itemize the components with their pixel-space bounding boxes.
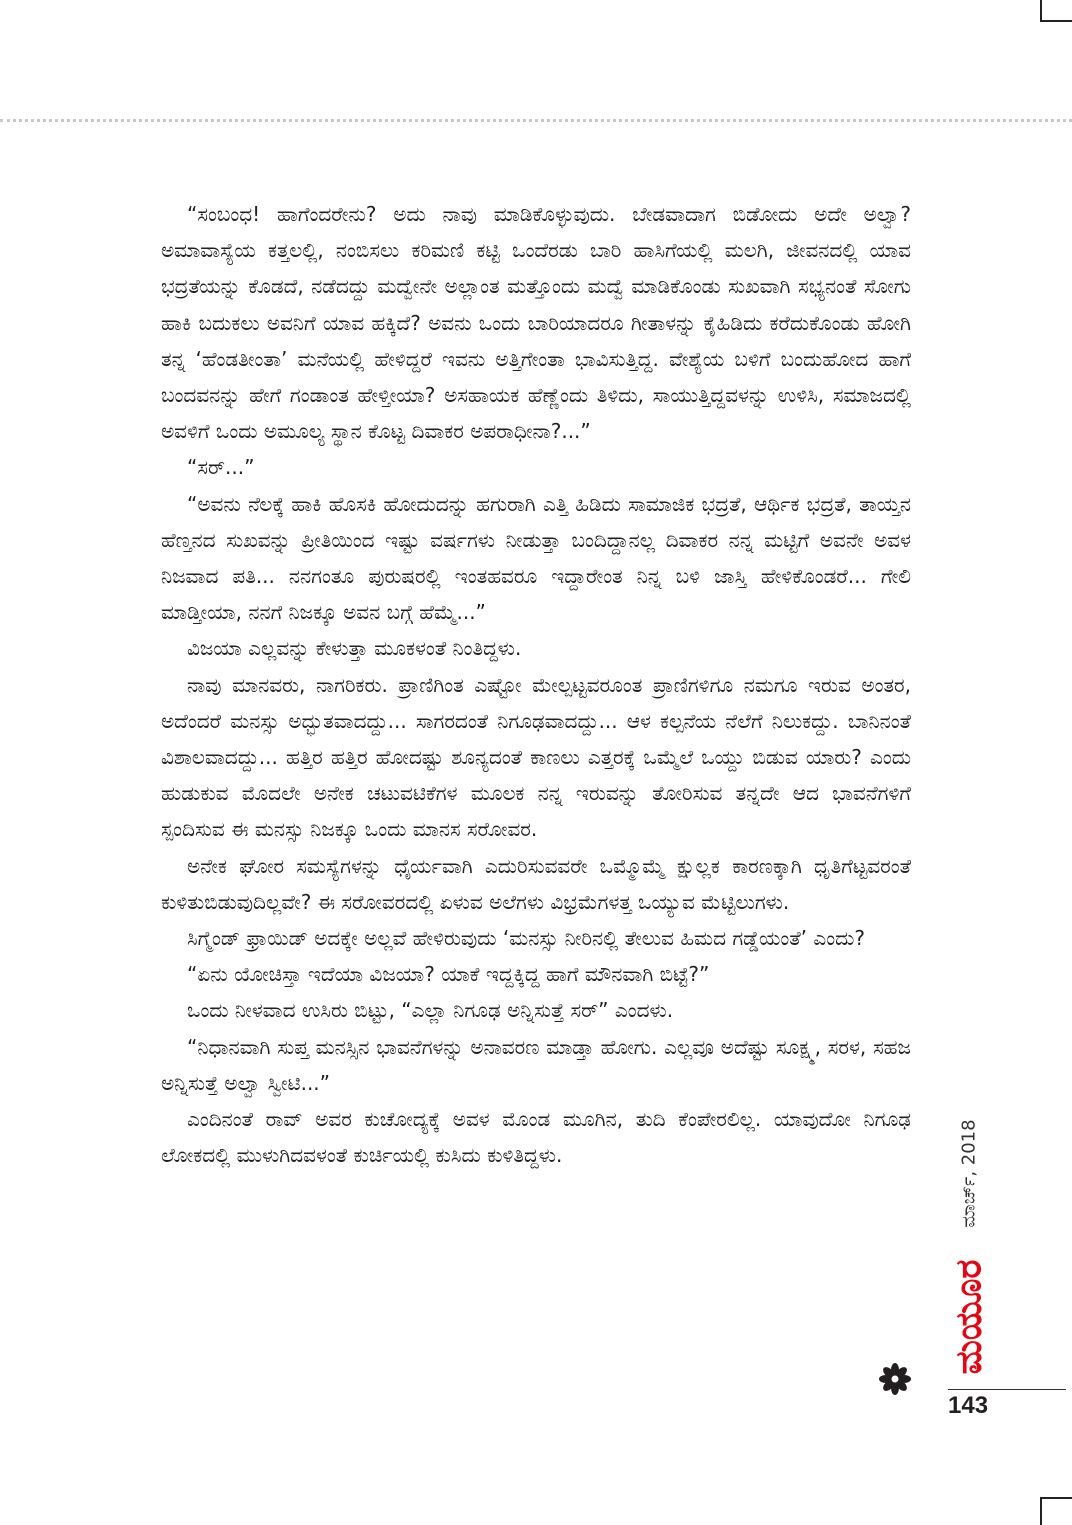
paragraph: “ಸಂಬಂಧ! ಹಾಗೆಂದರೇನು? ಅದು ನಾವು ಮಾಡಿಕೊಳ್ಳುವುದು. ಬೇಡವಾದಾಗ ಬಿಡೋದು ಅದೇ ಅಲ್ವಾ? ಅಮಾವಾಸ್ಯೆಯ ಕತ್ತಲಲ್ಲಿ, ನಂಬಿಸಲು ಕರಿಮಣಿ ಕಟ್ಟಿ ಒಂದೆರಡು ಬಾರಿ ಹಾಸಿಗೆಯಲ್ಲಿ ಮಲಗಿ, ಜೀವನದಲ್ಲಿ ಯಾವ ಭದ್ರತೆಯನ್ನು ಕೊಡದೆ, ನಡೆದದ್ದು ಮದ್ವೇನೇ ಅಲ್ಲಾಂತ ಮತ್ತೊಂದು ಮದ್ವೆ ಮಾಡಿಕೊಂಡು ಸುಖವಾಗಿ ಸಭ್ಯನಂತೆ ಸೋಗು ಹಾಕಿ ಬದುಕಲು ಅವನಿಗೆ ಯಾವ ಹಕ್ಕಿದೆ? ಅವನು ಒಂದು ಬಾರಿಯಾದರೂ ಗೀತಾಳನ್ನು ಕೈಹಿಡಿದು ಕರೆದುಕೊಂಡು ಹೋಗಿ ತನ್ನ ‘ಹೆಂಡತೀಂತಾ’ ಮನೆಯಲ್ಲಿ ಹೇಳಿದ್ದರೆ ಇವನು ಅತ್ತಿಗೇಂತಾ ಭಾವಿಸುತ್ತಿದ್ದ. ವೇಶ್ಯೆಯ ಬಳಿಗೆ ಬಂದುಹೋದ ಹಾಗೆ ಬಂದವನನ್ನು ಹೇಗೆ ಗಂಡಾಂತ ಹೇಳ್ತೀಯಾ? ಅಸಹಾಯಕ ಹೆಣ್ಣೆಂದು ತಿಳಿದು, ಸಾಯುತ್ತಿದ್ದವಳನ್ನು ಉಳಿಸಿ, ಸಮಾಜದಲ್ಲಿ ಅವಳಿಗೆ ಒಂದು ಅಮೂಲ್ಯ ಸ್ಥಾನ ಕೊಟ್ಟ ದಿವಾಕರ ಅಪರಾಧೀನಾ?...” — [161, 202, 911, 444]
paragraph: ವಿಜಯಾ ಎಲ್ಲವನ್ನು ಕೇಳುತ್ತಾ ಮೂಕಳಂತೆ ನಿಂತಿದ್ದಳು. — [187, 636, 522, 661]
issue-date-text: ಮಾರ್ಚ್, 2018 — [958, 1118, 980, 1228]
article-body — [161, 196, 911, 1173]
footer-rule — [948, 1389, 1066, 1390]
paragraph: ಎಂದಿನಂತೆ ರಾವ್ ಅವರ ಕುಚೋದ್ಯಕ್ಕೆ ಅವಳ ಮೊಂಡ ಮೂಗಿನ, ತುದಿ ಕೆಂಪೇರಲಿಲ್ಲ. ಯಾವುದೋ ನಿಗೂಢ ಲೋಕದಲ್ಲಿ ಮುಳುಗಿದವಳಂತೆ ಕುರ್ಚಿಯಲ್ಲಿ ಕುಸಿದು ಕುಳಿತಿದ್ದಳು. — [161, 1107, 911, 1168]
crop-mark-top — [1040, 0, 1072, 22]
page-number: 143 — [948, 1392, 989, 1419]
magazine-name: ಮಯೂರ — [948, 1259, 989, 1375]
paragraph: “ಏನು ಯೋಚಿಸ್ತಾ ಇದೆಯಾ ವಿಜಯಾ? ಯಾಕೆ ಇದ್ದಕ್ಕಿದ್ದ ಹಾಗೆ ಮೌನವಾಗಿ ಬಿಟ್ಟೆ?” — [187, 962, 710, 987]
paragraph: ಅನೇಕ ಘೋರ ಸಮಸ್ಯೆಗಳನ್ನು ಧೈರ್ಯವಾಗಿ ಎದುರಿಸುವವರೇ ಒಮ್ಮೊಮ್ಮೆ ಕ್ಷುಲ್ಲಕ ಕಾರಣಕ್ಕಾಗಿ ಧೃತಿಗೆಟ್ಟವರಂತೆ ಕುಳಿತುಬಿಡುವುದಿಲ್ಲವೇ? ಈ ಸರೋವರದಲ್ಲಿ ಏಳುವ ಅಲೆಗಳು ವಿಭ್ರಮೆಗಳತ್ತ ಒಯ್ಯುವ ಮೆಟ್ಟಿಲುಗಳು. — [161, 853, 911, 914]
paragraph: ಸಿಗ್ಮೆಂಡ್ ಫ್ರಾಯಿಡ್ ಅದಕ್ಕೇ ಅಲ್ಲವೆ ಹೇಳಿರುವುದು ‘ಮನಸ್ಸು ನೀರಿನಲ್ಲಿ ತೇಲುವ ಹಿಮದ ಗಡ್ಡೆಯಂತೆ’ ಎಂದು? — [187, 926, 865, 951]
crop-mark-bottom — [1040, 1497, 1072, 1525]
paragraph: “ಅವನು ನೆಲಕ್ಕೆ ಹಾಕಿ ಹೊಸಕಿ ಹೋದುದನ್ನು ಹಗುರಾಗಿ ಎತ್ತಿ ಹಿಡಿದು ಸಾಮಾಜಿಕ ಭದ್ರತೆ, ಆರ್ಥಿಕ ಭದ್ರತೆ, ತಾಯ್ತನ ಹೆಣ್ತನದ ಸುಖವನ್ನು ಪ್ರೀತಿಯಿಂದ ಇಷ್ಟು ವರ್ಷಗಳು ನೀಡುತ್ತಾ ಬಂದಿದ್ದಾನಲ್ಲ ದಿವಾಕರ ನನ್ನ ಮಟ್ಟಿಗೆ ಅವನೇ ಅವಳ ನಿಜವಾದ ಪತಿ... ನನಗಂತೂ ಪುರುಷರಲ್ಲಿ ಇಂತಹವರೂ ಇದ್ದಾರೇಂತ ನಿನ್ನ ಬಳಿ ಜಾಸ್ತಿ ಹೇಳಿಕೊಂಡರೆ... ಗೇಲಿ ಮಾಡ್ತೀಯಾ, ನನಗೆ ನಿಜಕ್ಕೂ ಅವನ ಬಗ್ಗೆ ಹೆಮ್ಮೆ...” — [161, 491, 911, 625]
paragraph: ನಾವು ಮಾನವರು, ನಾಗರಿಕರು. ಪ್ರಾಣಿಗಿಂತ ಎಷ್ಟೋ ಮೇಲ್ಪಟ್ಟವರೂಂತ ಪ್ರಾಣಿಗಳಿಗೂ ನಮಗೂ ಇರುವ ಅಂತರ, ಅದೆಂದರೆ ಮನಸ್ಸು ಅದ್ಭುತವಾದದ್ದು... ಸಾಗರದಂತೆ ನಿಗೂಢವಾದದ್ದು... ಆಳ ಕಲ್ಪನೆಯ ನೆಲೆಗೆ ನಿಲುಕದ್ದು. ಬಾನಿನಂತೆ ವಿಶಾಲವಾದದ್ದು... ಹತ್ತಿರ ಹತ್ತಿರ ಹೋದಷ್ಟು ಶೂನ್ಯದಂತೆ ಕಾಣಲು ಎತ್ತರಕ್ಕೆ ಒಮ್ಮೆಲೆ ಒಯ್ದು ಬಿಡುವ ಯಾರು? ಎಂದು ಹುಡುಕುವ ಮೊದಲೇ ಅನೇಕ ಚಟುವಟಿಕೆಗಳ ಮೂಲಕ ನನ್ನ ಇರುವನ್ನು ತೋರಿಸುವ ತನ್ನದೇ ಆದ ಭಾವನೆಗಳಿಗೆ ಸ್ಪಂದಿಸುವ ಈ ಮನಸ್ಸು ನಿಜಕ್ಕೂ ಒಂದು ಮಾನಸ ಸರೋವರ. — [161, 672, 911, 842]
flower-ornament-icon — [878, 1362, 912, 1396]
paragraph: “ನಿಧಾನವಾಗಿ ಸುಪ್ತ ಮನಸ್ಸಿನ ಭಾವನೆಗಳನ್ನು ಅನಾವರಣ ಮಾಡ್ತಾ ಹೋಗು. ಎಲ್ಲವೂ ಅದೆಷ್ಟು ಸೂಕ್ಷ್ಮ, ಸರಳ, ಸಹಜ ಅನ್ನಿಸುತ್ತೆ ಅಲ್ವಾ ಸ್ವೀಟಿ...” — [161, 1034, 911, 1095]
paragraph: ಒಂದು ನೀಳವಾದ ಉಸಿರು ಬಿಟ್ಟು, “ಎಲ್ಲಾ ನಿಗೂಢ ಅನ್ನಿಸುತ್ತೆ ಸರ್” ಎಂದಳು. — [187, 998, 674, 1023]
header-dotted-rule — [0, 119, 1072, 122]
paragraph: “ಸರ್...” — [187, 455, 255, 480]
issue-date — [935, 1098, 1003, 1248]
magazine-logo — [935, 1258, 1003, 1376]
